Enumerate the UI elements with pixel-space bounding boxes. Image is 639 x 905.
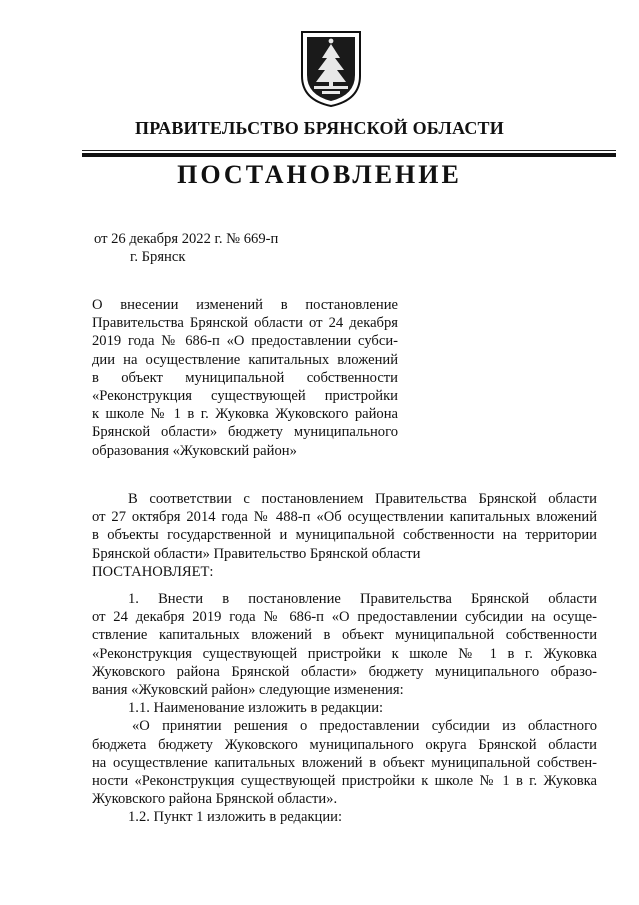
subject-line: в объект муниципальной собственности <box>92 369 398 386</box>
clause-line: ности «Реконструкция существующей пристройки к школе № 1 в г. Жуковка <box>92 772 597 789</box>
subject-line: О внесении изменений в постановление <box>92 297 398 313</box>
preamble-line: от 27 октября 2014 года № 488-п «Об осуществлении капитальных вложений <box>92 509 597 526</box>
document-type-title: ПОСТАНОВЛЕНИЕ <box>177 160 462 189</box>
city-line: г. Брянск <box>130 249 186 265</box>
preamble-line: в объекты государственной и муниципальной собственности на территории <box>92 527 597 544</box>
preamble-line: Брянской области» Правительство Брянской области <box>92 545 421 562</box>
subject-line: «Реконструкция существующей пристройки <box>92 387 398 404</box>
subject-block <box>92 296 398 460</box>
clause-1-2-heading: 1.2. Пункт 1 изложить в редакции: <box>128 809 343 826</box>
clause-line: вания «Жуковский район» следующие изменения: <box>92 681 404 698</box>
preamble-paragraph <box>92 490 597 581</box>
clause-line: бюджета бюджету Жуковского муниципального округа Брянской области <box>92 736 597 753</box>
clause-line: Жуковского района Брянской области» бюджету муниципального образо- <box>92 663 597 680</box>
subject-line: 2019 года № 686-п «О предоставлении субси- <box>92 333 398 350</box>
clauses-section <box>92 590 597 826</box>
date-number-line: от 26 декабря 2022 г. № 669-п <box>94 231 279 247</box>
preamble-line: В соответствии с постановлением Правительства Брянской области <box>128 491 597 507</box>
clause-line: 1. Внести в постановление Правительства Брянской области <box>128 591 597 607</box>
clause-line: на осуществление капитальных вложений в объект муниципальной собствен- <box>92 754 597 771</box>
clause-line: Жуковского района Брянской области». <box>92 791 338 808</box>
subject-line: дии на осуществление капитальных вложений <box>92 351 398 368</box>
organization-title: ПРАВИТЕЛЬСТВО БРЯНСКОЙ ОБЛАСТИ <box>135 118 504 138</box>
subject-line: образования «Жуковский район» <box>92 442 297 459</box>
subject-line: Правительства Брянской области от 24 декабря <box>92 315 398 332</box>
clause-line: ствление капитальных вложений в объект муниципальной собственности <box>92 627 597 644</box>
clause-line: от 24 декабря 2019 года № 686-п «О предоставлении субсидии на осуще- <box>92 609 597 626</box>
subject-line: к школе № 1 в г. Жуковка Жуковского района <box>92 406 398 423</box>
bryansk-coat-of-arms-icon <box>300 30 362 108</box>
clause-line: «Реконструкция существующей пристройки к школе № 1 в г. Жуковка <box>92 645 597 662</box>
clause-line: «О принятии решения о предоставлении субсидии из областного <box>132 718 597 735</box>
resolves-word: ПОСТАНОВЛЯЕТ: <box>92 563 214 580</box>
clause-1-1-heading: 1.1. Наименование изложить в редакции: <box>128 700 384 717</box>
header-divider-thick <box>82 153 616 157</box>
subject-line: Брянской области» бюджету муниципального <box>92 424 398 441</box>
header-divider-thin <box>82 150 616 151</box>
